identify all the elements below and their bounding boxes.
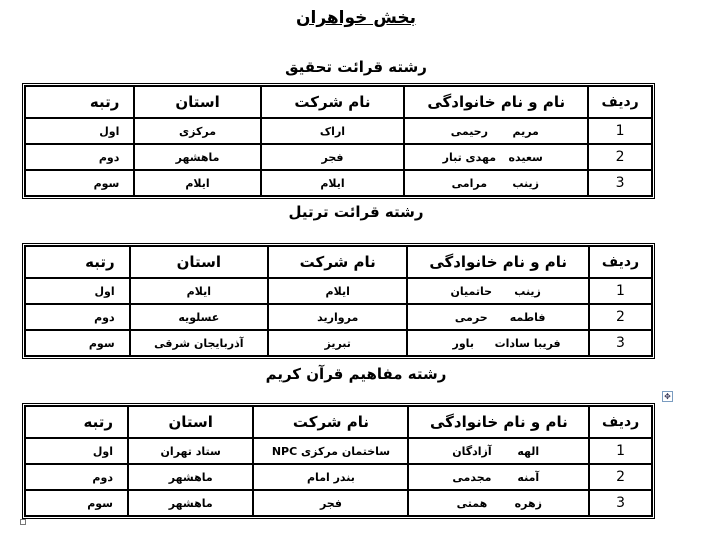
last-name: مهدی تبار xyxy=(442,150,497,164)
header-row-number: ردیف xyxy=(589,406,652,438)
cell-row-number: 2 xyxy=(589,464,652,490)
cell-company: اراک xyxy=(261,118,405,144)
header-province: استان xyxy=(128,406,253,438)
table-row xyxy=(25,144,652,170)
table-row xyxy=(25,118,652,144)
cell-rank: اول xyxy=(25,118,134,144)
table-row xyxy=(25,438,652,464)
table-row xyxy=(25,170,652,196)
header-rank: رتبه xyxy=(25,246,130,278)
first-name: مریم xyxy=(512,124,539,138)
cell-rank: دوم xyxy=(25,464,128,490)
header-province: استان xyxy=(134,86,260,118)
cell-province: ماهشهر xyxy=(128,490,253,516)
cell-rank: دوم xyxy=(25,144,134,170)
cell-province: ایلام xyxy=(134,170,260,196)
cell-name xyxy=(408,464,589,490)
cell-row-number: 3 xyxy=(589,330,652,356)
cell-row-number: 2 xyxy=(589,304,652,330)
last-name: مرامی xyxy=(451,176,488,190)
cell-province: ستاد تهران xyxy=(128,438,253,464)
cell-province: ماهشهر xyxy=(134,144,260,170)
cell-row-number: 3 xyxy=(588,170,652,196)
cell-province: ماهشهر xyxy=(128,464,253,490)
header-rank: رتبه xyxy=(25,406,128,438)
first-name: الهه xyxy=(517,444,540,458)
table-move-handle-icon[interactable]: ✥ xyxy=(662,391,673,402)
results-table xyxy=(22,83,655,199)
table-header-row xyxy=(25,406,652,438)
cell-rank: دوم xyxy=(25,304,130,330)
header-company: نام شرکت xyxy=(268,246,407,278)
table-header-row xyxy=(25,86,652,118)
cell-province: عسلویه xyxy=(130,304,268,330)
header-rank: رتبه xyxy=(25,86,134,118)
cell-row-number: 1 xyxy=(588,118,652,144)
cell-rank: اول xyxy=(25,438,128,464)
table-row xyxy=(25,490,652,516)
table-row xyxy=(25,330,652,356)
cell-rank: سوم xyxy=(25,490,128,516)
cell-name xyxy=(404,118,588,144)
table-row xyxy=(25,464,652,490)
header-row-number: ردیف xyxy=(589,246,652,278)
section-title: رشته قرائت تحقیق xyxy=(285,58,427,76)
cell-name xyxy=(408,438,589,464)
cell-province: مرکزی xyxy=(134,118,260,144)
cell-rank: اول xyxy=(25,278,130,304)
section-title: رشته قرائت ترتیل xyxy=(288,203,424,221)
cell-province: ایلام xyxy=(130,278,268,304)
header-province: استان xyxy=(130,246,268,278)
cell-name xyxy=(404,170,588,196)
cell-name xyxy=(407,304,589,330)
cell-name xyxy=(407,278,589,304)
last-name: مجدمی xyxy=(452,470,492,484)
results-table xyxy=(22,403,655,519)
cell-company: فجر xyxy=(261,144,405,170)
last-name: حاتمیان xyxy=(450,284,493,298)
last-name: آزادگان xyxy=(452,444,492,458)
cell-province: آذربایجان شرقی xyxy=(130,330,268,356)
cell-company: تبریز xyxy=(268,330,407,356)
first-name: زهره xyxy=(514,496,542,510)
header-name: نام و نام خانوادگی xyxy=(407,246,589,278)
last-name: باور xyxy=(452,336,474,350)
cell-company: مروارید xyxy=(268,304,407,330)
cell-company: ساختمان مرکزی NPC xyxy=(253,438,408,464)
cell-row-number: 1 xyxy=(589,278,652,304)
last-name: حرمی xyxy=(454,310,488,324)
header-company: نام شرکت xyxy=(261,86,405,118)
results-table xyxy=(22,243,655,359)
document-title: بخش خواهران xyxy=(295,8,417,28)
section-title: رشته مفاهیم قرآن کریم xyxy=(265,365,447,383)
header-row-number: ردیف xyxy=(588,86,652,118)
header-name: نام و نام خانوادگی xyxy=(408,406,589,438)
table-row xyxy=(25,304,652,330)
table-header-row xyxy=(25,246,652,278)
table-resize-handle[interactable] xyxy=(20,519,26,525)
last-name: همتی xyxy=(456,496,488,510)
cell-rank: سوم xyxy=(25,170,134,196)
first-name: سعیده xyxy=(508,150,543,164)
first-name: زینب xyxy=(512,176,539,190)
cell-row-number: 2 xyxy=(588,144,652,170)
cell-company: ایلام xyxy=(268,278,407,304)
cell-row-number: 1 xyxy=(589,438,652,464)
first-name: زینب xyxy=(514,284,541,298)
first-name: فاطمه xyxy=(509,310,546,324)
cell-row-number: 3 xyxy=(589,490,652,516)
header-company: نام شرکت xyxy=(253,406,408,438)
last-name: رحیمی xyxy=(450,124,488,138)
cell-name xyxy=(404,144,588,170)
first-name: فریبا سادات xyxy=(494,336,561,350)
table-row xyxy=(25,278,652,304)
cell-name xyxy=(408,490,589,516)
cell-name xyxy=(407,330,589,356)
cell-company: بندر امام xyxy=(253,464,408,490)
cell-rank: سوم xyxy=(25,330,130,356)
first-name: آمنه xyxy=(517,470,540,484)
cell-company: ایلام xyxy=(261,170,405,196)
header-name: نام و نام خانوادگی xyxy=(404,86,588,118)
cell-company: فجر xyxy=(253,490,408,516)
